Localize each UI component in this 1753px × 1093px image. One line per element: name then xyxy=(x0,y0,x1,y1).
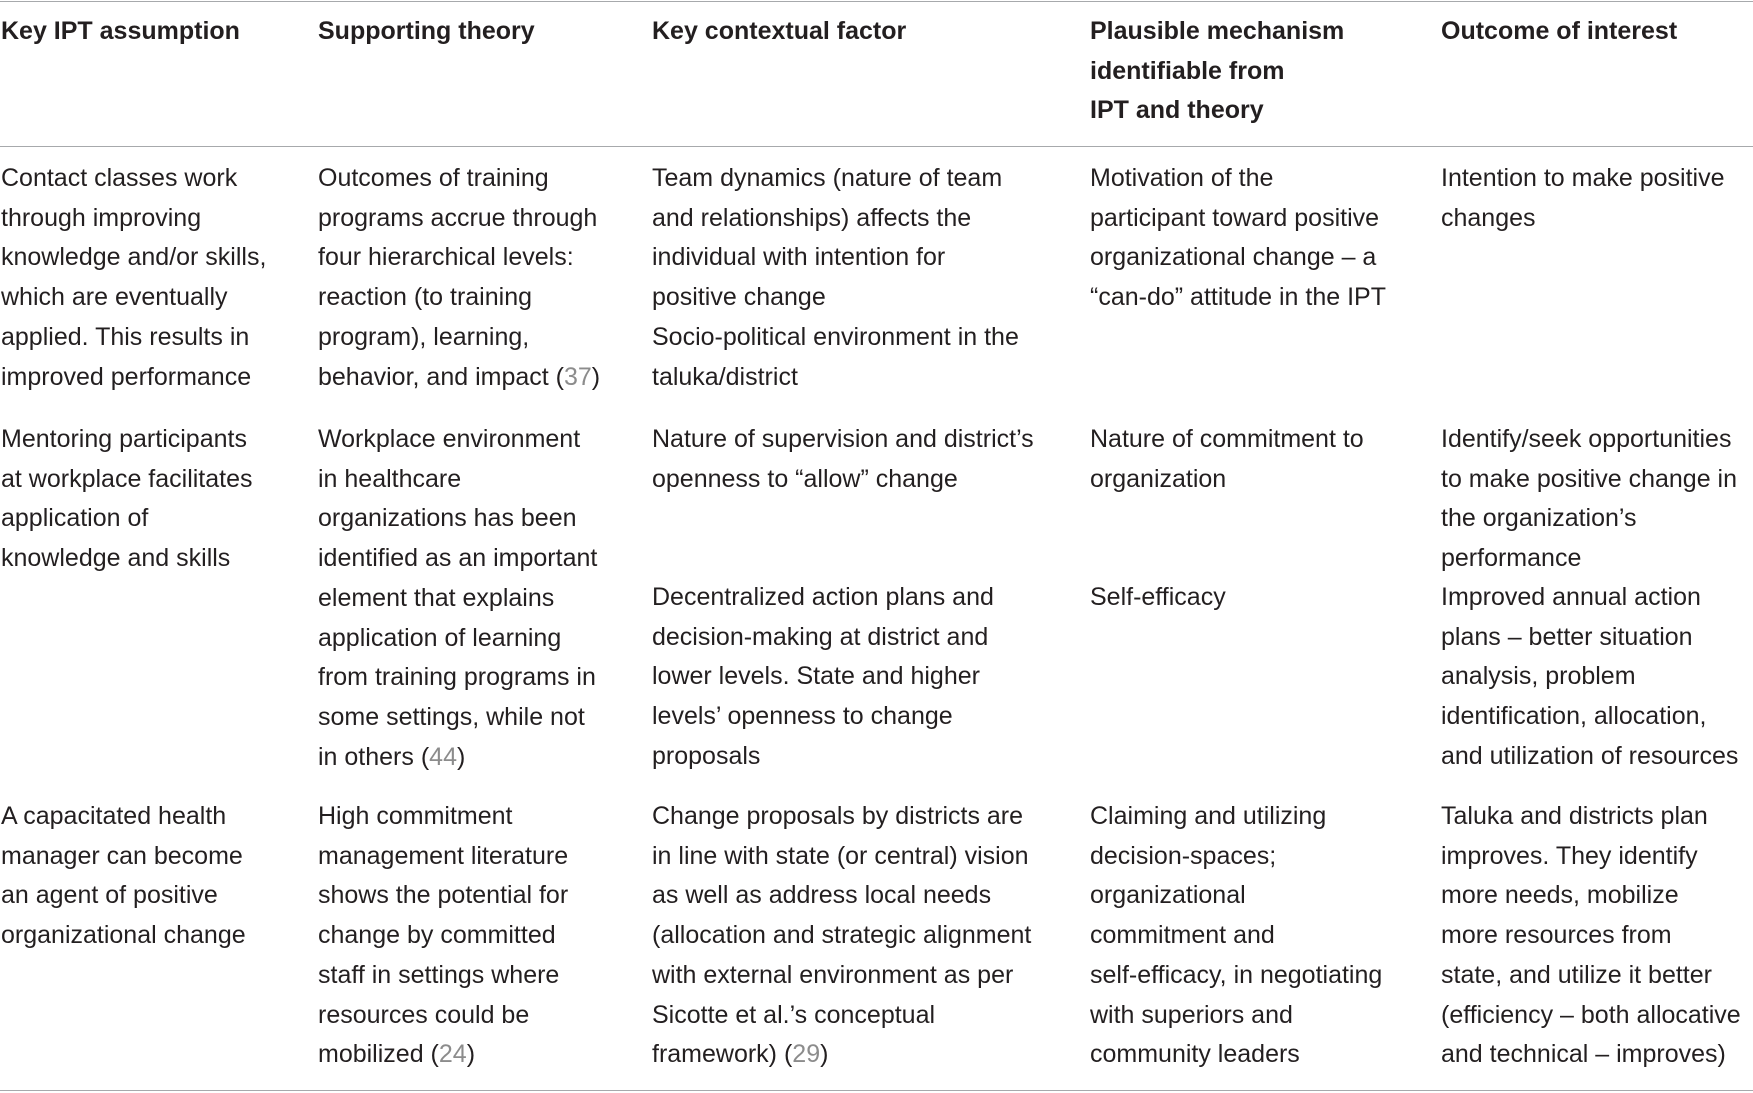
cell-line: from training programs in xyxy=(318,663,596,692)
cell-line: and technical – improves) xyxy=(1441,1040,1726,1069)
cell-line: programs accrue through xyxy=(318,203,598,232)
row2-outcome-action-plans xyxy=(1441,578,1738,777)
cell-line: Workplace environment xyxy=(318,425,581,453)
cell-line: Socio-political environment in the xyxy=(652,322,1019,351)
row1-mechanism xyxy=(1090,159,1386,318)
cell-line: with superiors and xyxy=(1090,1000,1293,1029)
cell-line: performance xyxy=(1441,544,1582,573)
row2-outcome-opportunities xyxy=(1441,420,1737,579)
cell-line: participant toward positive xyxy=(1090,203,1380,232)
row2-mechanism-commitment xyxy=(1090,420,1364,499)
cell-line: applied. This results in xyxy=(1,322,250,351)
cell-line: which are eventually xyxy=(1,283,228,312)
cell-line: resources could be xyxy=(318,1000,530,1029)
cell-line: Taluka and districts plan xyxy=(1441,802,1708,830)
cell-line: organization xyxy=(1090,464,1227,493)
row3-mechanism xyxy=(1090,797,1382,1075)
cell-line: shows the potential for xyxy=(318,881,569,910)
row2-context-decentralized xyxy=(652,578,994,777)
cell-line: openness to “allow” change xyxy=(652,464,958,493)
cell-line: improved performance xyxy=(1,362,252,391)
reference-link[interactable]: 37 xyxy=(563,362,592,391)
table-top-rule xyxy=(0,1,1753,2)
cell-line: High commitment xyxy=(318,802,513,830)
cell-line: element that explains xyxy=(318,583,555,612)
row1-outcome xyxy=(1441,159,1725,238)
reference-link[interactable]: 29 xyxy=(792,1040,821,1069)
cell-line: “can-do” attitude in the IPT xyxy=(1090,283,1386,312)
cell-line: at workplace facilitates xyxy=(1,464,253,493)
cell-line: state, and utilize it better xyxy=(1441,960,1712,989)
row2-assumption xyxy=(1,420,253,579)
cell-line: levels’ openness to change xyxy=(652,702,953,731)
cell-line: organizational change xyxy=(1,921,246,950)
cell-line: staff in settings where xyxy=(318,960,560,989)
cell-line: Team dynamics (nature of team xyxy=(652,164,1003,192)
cell-line: community leaders xyxy=(1090,1040,1300,1069)
row3-context: Change proposals by districts are in line with state (or central) vision as well as address local needs (allocation and strategic alignment with external environment as per Sicotte et al.’s conceptual framework) (29) xyxy=(652,797,1031,1075)
cell-line: through improving xyxy=(1,203,202,232)
cell-line: Change proposals by districts are xyxy=(652,802,1024,830)
cell-line: Motivation of the xyxy=(1090,164,1274,192)
row1-theory: Outcomes of training programs accrue through four hierarchical levels: reaction (to training program), learning, behavior, and impact (37) xyxy=(318,159,600,397)
cell-line: an agent of positive xyxy=(1,881,218,910)
header-plausible-mechanism: Plausible mechanism identifiable from IPT and theory xyxy=(1090,17,1345,125)
cell-line: Nature of commitment to xyxy=(1090,425,1364,453)
cell-line: lower levels. State and higher xyxy=(652,662,980,691)
row3-assumption xyxy=(1,797,246,956)
row2-theory: Workplace environment in healthcare organizations has been identified as an important element that explains application of learning from training programs in some settings, while not in others (44) xyxy=(318,420,597,777)
cell-line: A capacitated health xyxy=(1,802,227,830)
cell-line: management literature xyxy=(318,841,569,870)
cell-line: knowledge and skills xyxy=(1,544,231,573)
cell-line: in healthcare xyxy=(318,464,462,493)
cell-line: with external environment as per xyxy=(652,960,1014,989)
reference-link[interactable]: 44 xyxy=(429,742,457,771)
row3-outcome xyxy=(1441,797,1741,1075)
cell-line: Contact classes work xyxy=(1,164,238,192)
row1-assumption xyxy=(1,159,266,397)
cell-line: Identify/seek opportunities xyxy=(1441,425,1732,453)
cell-line: application of xyxy=(1,504,149,533)
row3-theory: High commitment management literature shows the potential for change by committed staff in settings where resources could be mobilized (24) xyxy=(318,797,568,1075)
cell-line: manager can become xyxy=(1,841,243,870)
cell-line: Claiming and utilizing xyxy=(1090,802,1327,830)
row2-context-supervision xyxy=(652,420,1034,499)
cell-line: changes xyxy=(1441,203,1536,232)
row1-context xyxy=(652,159,1019,397)
cell-line: to make positive change in xyxy=(1441,464,1738,493)
cell-line: organizations has been xyxy=(318,504,577,533)
cell-line: analysis, problem xyxy=(1441,662,1636,691)
cell-line: and utilization of resources xyxy=(1441,741,1739,770)
cell-line: and relationships) affects the xyxy=(652,203,972,232)
cell-line: identified as an important xyxy=(318,544,598,573)
cell-line: identification, allocation, xyxy=(1441,702,1707,731)
cell-line: (allocation and strategic alignment xyxy=(652,921,1032,950)
cell-line: Decentralized action plans and xyxy=(652,583,994,611)
cell-line: positive change xyxy=(652,283,826,312)
cell-line: four hierarchical levels: xyxy=(318,243,574,272)
cell-line: organizational change – a xyxy=(1090,243,1377,272)
cell-line: reaction (to training xyxy=(318,283,533,312)
cell-line: taluka/district xyxy=(652,362,798,391)
header-bottom-rule xyxy=(0,146,1753,147)
cell-line: in line with state (or central) vision xyxy=(652,841,1029,870)
cell-line: Nature of supervision and district’s xyxy=(652,425,1034,453)
table-bottom-rule xyxy=(0,1090,1753,1091)
cell-line: individual with intention for xyxy=(652,243,946,272)
cell-line: Intention to make positive xyxy=(1441,164,1725,192)
cell-line: Sicotte et al.’s conceptual xyxy=(652,1000,936,1029)
cell-line: as well as address local needs xyxy=(652,881,992,910)
cell-line: (efficiency – both allocative xyxy=(1441,1000,1741,1029)
header-supporting-theory: Supporting theory xyxy=(318,17,535,45)
cell-line: more needs, mobilize xyxy=(1441,881,1679,910)
cell-line: change by committed xyxy=(318,921,556,950)
reference-link[interactable]: 24 xyxy=(438,1040,467,1069)
header-outcome-of-interest: Outcome of interest xyxy=(1441,17,1678,45)
cell-line: more resources from xyxy=(1441,921,1672,950)
cell-line: commitment and xyxy=(1090,921,1275,950)
cell-line: Outcomes of training xyxy=(318,164,549,192)
cell-line: decision-spaces; xyxy=(1090,841,1277,870)
cell-line: knowledge and/or skills, xyxy=(1,243,267,272)
header-key-contextual-factor: Key contextual factor xyxy=(652,17,907,45)
cell-line: the organization’s xyxy=(1441,504,1637,533)
cell-line: Mentoring participants xyxy=(1,425,247,453)
cell-line: proposals xyxy=(652,741,761,770)
header-key-ipt-assumption: Key IPT assumption xyxy=(1,17,240,45)
cell-line: organizational xyxy=(1090,881,1246,910)
cell-line: Self-efficacy xyxy=(1090,583,1226,611)
cell-line: some settings, while not xyxy=(318,702,585,731)
cell-line: self-efficacy, in negotiating xyxy=(1090,960,1383,989)
cell-line: Improved annual action xyxy=(1441,583,1701,611)
cell-line: program), learning, xyxy=(318,322,530,351)
cell-line: improves. They identify xyxy=(1441,841,1698,870)
cell-line: decision-making at district and xyxy=(652,622,989,651)
row2-mechanism-self-efficacy xyxy=(1090,578,1226,618)
cell-line: plans – better situation xyxy=(1441,622,1693,651)
cell-line: application of learning xyxy=(318,623,562,652)
